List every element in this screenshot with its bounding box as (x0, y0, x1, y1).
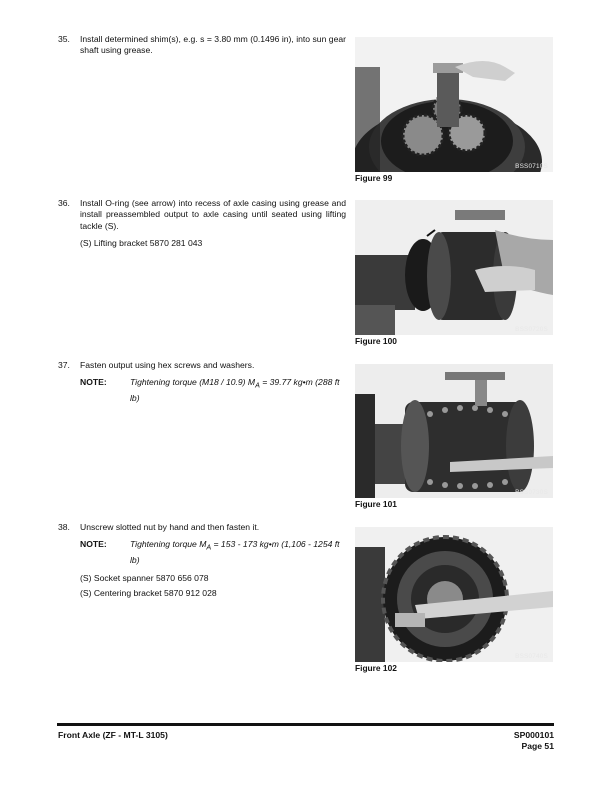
page-number: Page 51 (521, 741, 554, 751)
step-text: Fasten output using hex screws and washers. (80, 360, 255, 370)
figure-caption: Figure 99 (355, 173, 393, 183)
figure-caption: Figure 100 (355, 336, 397, 346)
figure-caption: Figure 102 (355, 663, 397, 673)
step-text: Unscrew slotted nut by hand and then fasten it. (80, 522, 260, 532)
figure-code: BSS0720S (515, 326, 548, 333)
note-text-end: = 153 - 173 kg•m (1,106 - 1254 ft lb) (130, 539, 340, 565)
figure-code: BSS0710S (515, 163, 548, 170)
step-36 (58, 198, 346, 250)
step-38 (58, 522, 346, 600)
planetary-gear-photo (355, 37, 553, 172)
tool-reference: (S) Lifting bracket 5870 281 043 (80, 238, 203, 249)
figure-photo (355, 200, 553, 335)
note-label: NOTE: (80, 377, 107, 388)
figure-photo (355, 37, 553, 172)
output-install-photo (355, 200, 553, 335)
footer-doc-number: SP000101 (513, 730, 554, 740)
note-subscript: A (255, 382, 260, 391)
note-text-start: Tightening torque (M18 / 10.9) M (130, 377, 256, 388)
figure-code: BSS0730S (515, 489, 548, 496)
note-text-end: = 39.77 kg•m (288 ft lb) (130, 377, 340, 403)
step-37 (58, 360, 346, 405)
torque-note (80, 377, 346, 404)
figure-code: BSS0740S (515, 653, 548, 660)
note-subscript: A (206, 544, 212, 553)
figure-photo (355, 527, 553, 662)
torque-note (80, 539, 346, 566)
figure-photo (355, 364, 553, 498)
step-text: Install O-ring (see arrow) into recess of axle casing using grease and install preassembled output to axle casing until seated using lifting tackle (S). (80, 198, 346, 231)
footer-title: Front Axle (ZF - MT-L 3105) (58, 730, 168, 740)
tool-reference: (S) Centering bracket 5870 912 028 (80, 588, 217, 599)
note-text (130, 377, 346, 404)
step-number: 37. (58, 360, 70, 370)
note-label: NOTE: (80, 539, 107, 550)
step-number: 36. (58, 198, 70, 208)
footer-rule (57, 723, 554, 726)
slotted-nut-tightening-photo (355, 527, 553, 662)
step-number: 35. (58, 34, 70, 44)
step-35 (58, 34, 346, 57)
hex-screw-fastening-photo (355, 364, 553, 498)
note-text (130, 539, 346, 566)
step-number: 38. (58, 522, 70, 532)
figure-caption: Figure 101 (355, 499, 397, 509)
step-text: Install determined shim(s), e.g. s = 3.80 mm (0.1496 in), into sun gear shaft using grease. (80, 34, 346, 56)
tool-reference: (S) Socket spanner 5870 656 078 (80, 572, 209, 583)
note-text-start: Tightening torque M (130, 539, 207, 550)
